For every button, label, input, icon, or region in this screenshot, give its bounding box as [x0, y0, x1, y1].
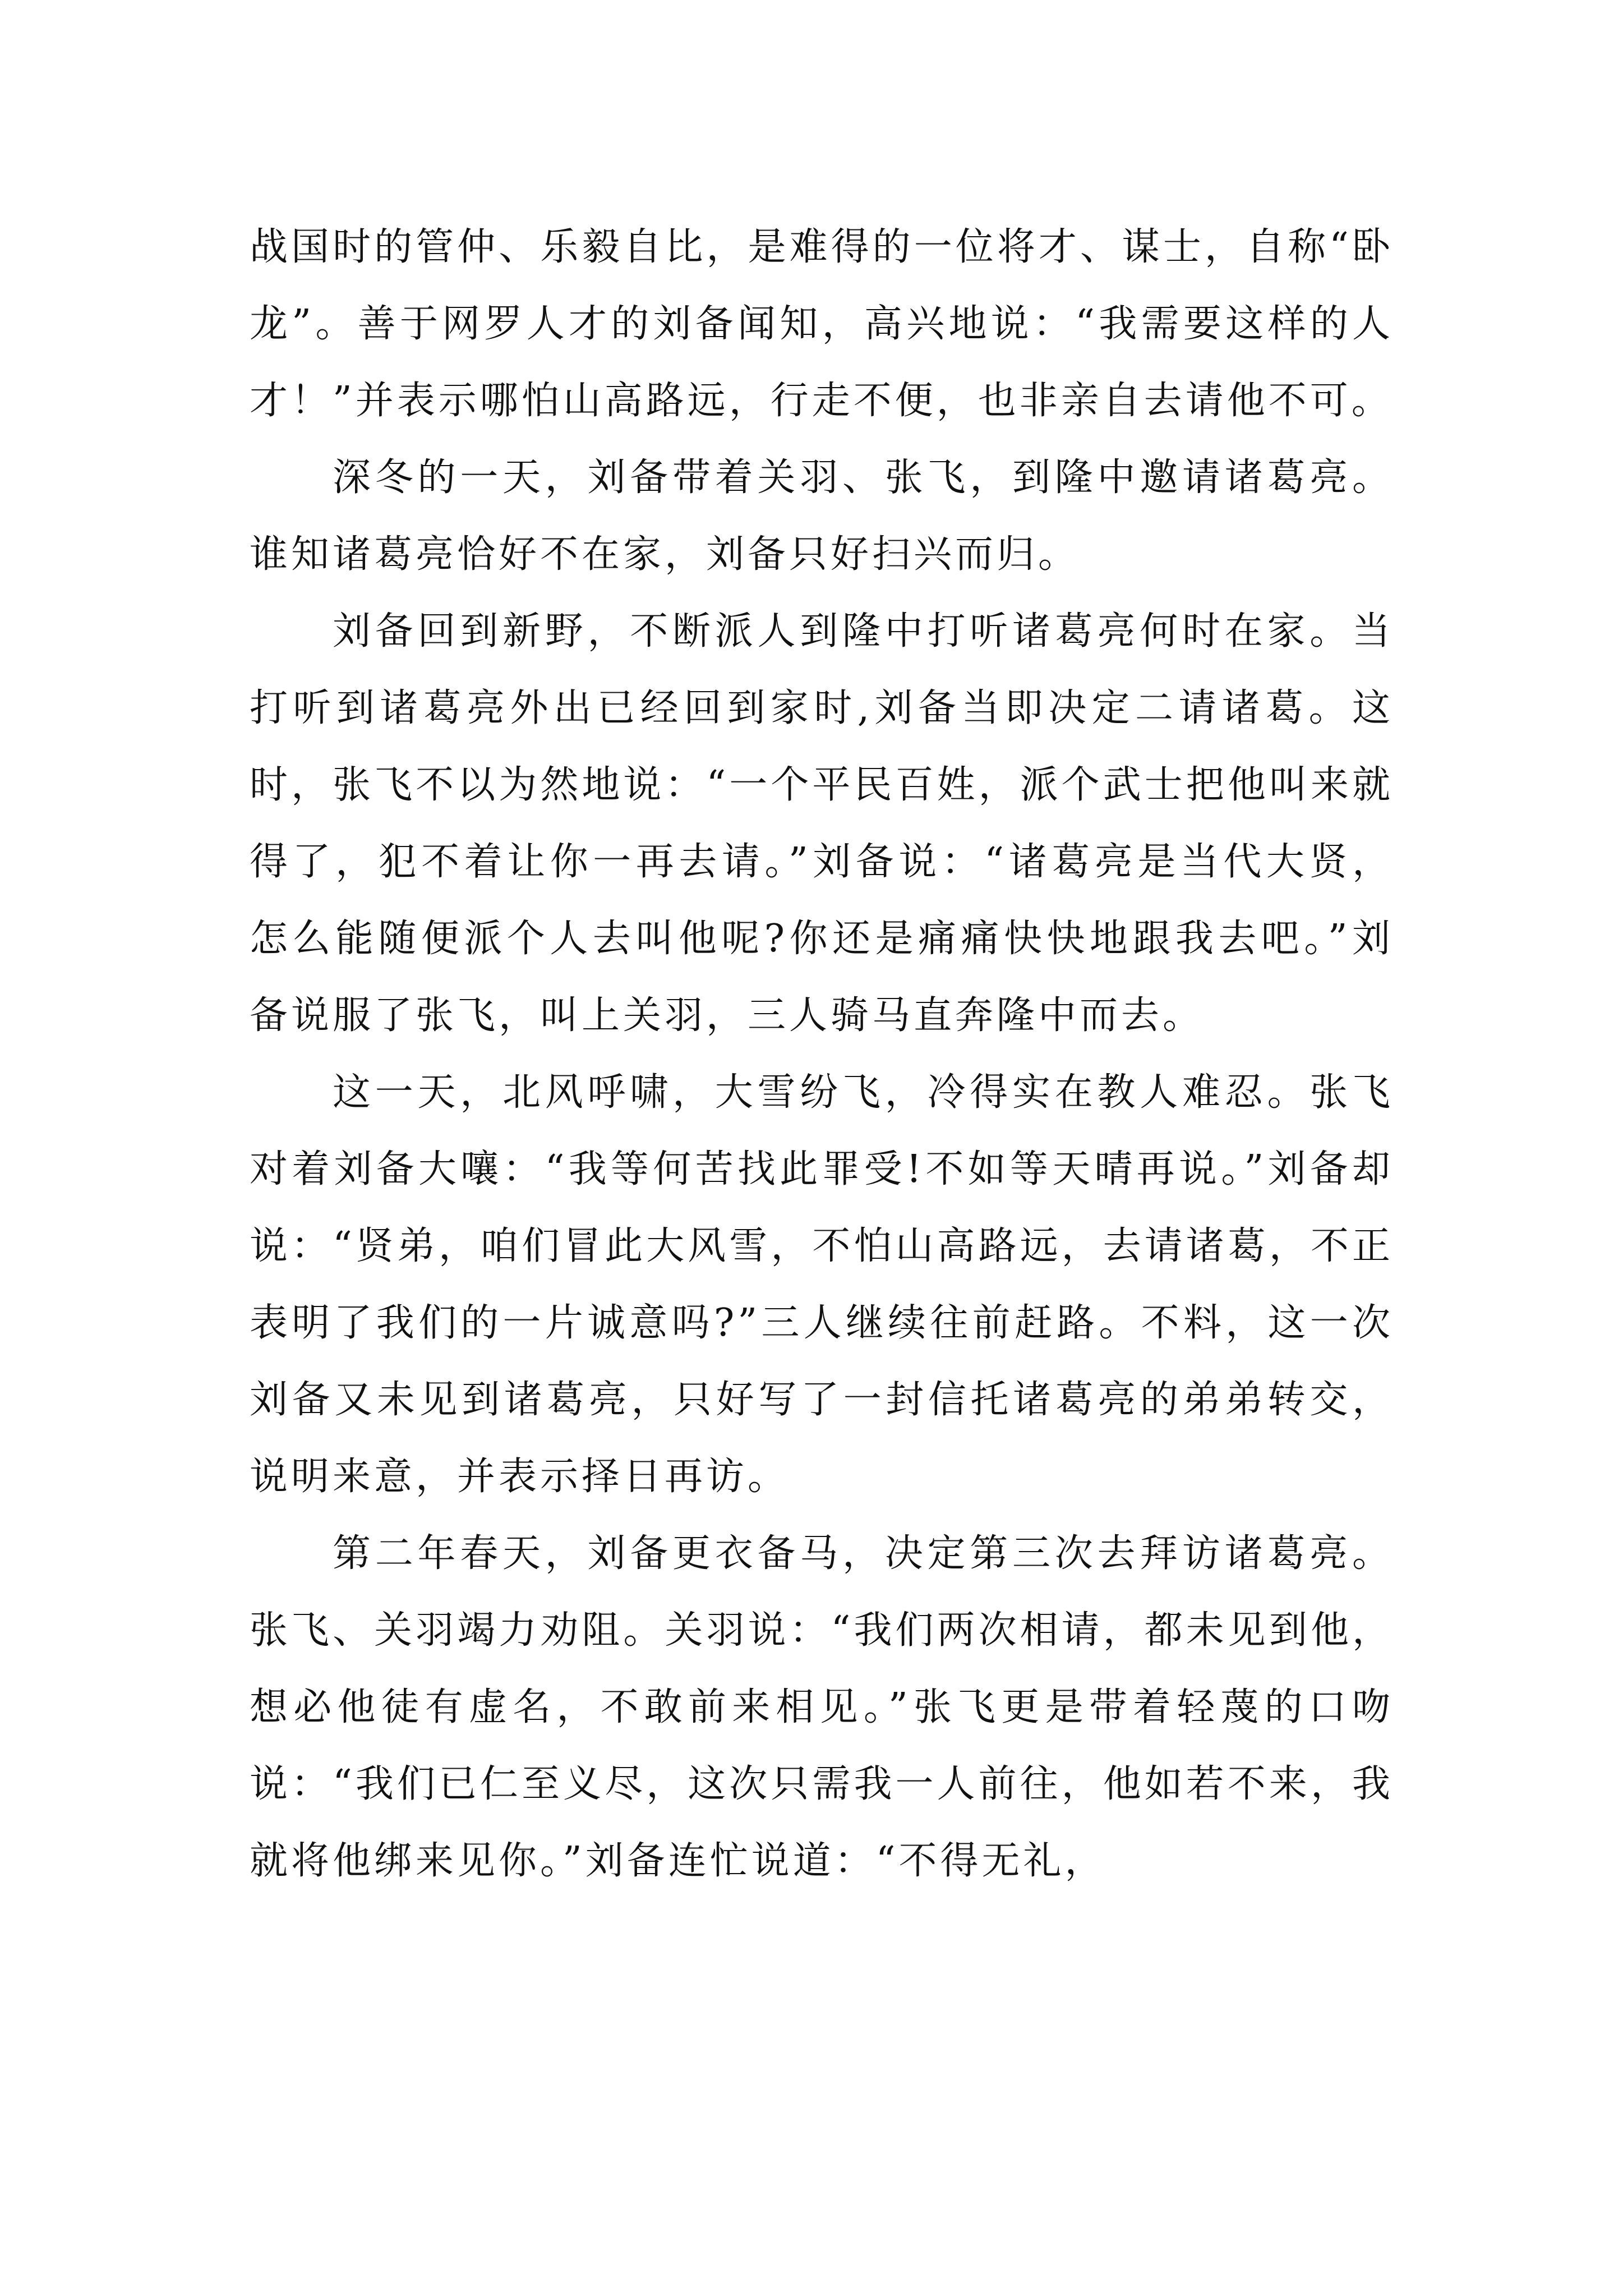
paragraph-5: 第二年春天，刘备更衣备马，决定第三次去拜访诸葛亮。张飞、关羽竭力劝阻。关羽说：“我们两次相请，都未见到他，想必他徒有虚名，不敢前来相见。”张飞更是带着轻蔑的口吻说：“我们已仁至义尽，这次只需我一人前往，他如若不来，我就将他绑来见你。”刘备连忙说道：“不得无礼，: [250, 1531, 1394, 1883]
paragraph-4: 这一天，北风呼啸，大雪纷飞，冷得实在教人难忍。张飞对着刘备大嚷：“我等何苦找此罪受!不如等天晴再说。”刘备却说：“贤弟，咱们冒此大风雪，不怕山高路远，去请诸葛，不正表明了我们的一片诚意吗?”三人继续往前赶路。不料，这一次刘备又未见到诸葛亮，只好写了一封信托诸葛亮的弟弟转交，说明来意，并表示择日再访。: [250, 1070, 1394, 1499]
paragraph-1: 战国时的管仲、乐毅自比，是难得的一位将才、谋士，自称“卧龙”。善于网罗人才的刘备闻知，高兴地说：“我需要这样的人才！”并表示哪怕山高路远，行走不便，也非亲自去请他不可。: [250, 225, 1394, 423]
paragraph-3: 刘备回到新野，不断派人到隆中打听诸葛亮何时在家。当打听到诸葛亮外出已经回到家时,刘备当即决定二请诸葛。这时，张飞不以为然地说：“一个平民百姓，派个武士把他叫来就得了，犯不着让你一再去请。”刘备说：“诸葛亮是当代大贤，怎么能随便派个人去叫他呢?你还是痛痛快快地跟我去吧。”刘备说服了张飞，叫上关羽，三人骑马直奔隆中而去。: [250, 609, 1394, 1038]
body-text: [250, 209, 1394, 1899]
paragraph-2: 深冬的一天，刘备带着关羽、张飞，到隆中邀请诸葛亮。谁知诸葛亮恰好不在家，刘备只好扫兴而归。: [250, 455, 1394, 577]
